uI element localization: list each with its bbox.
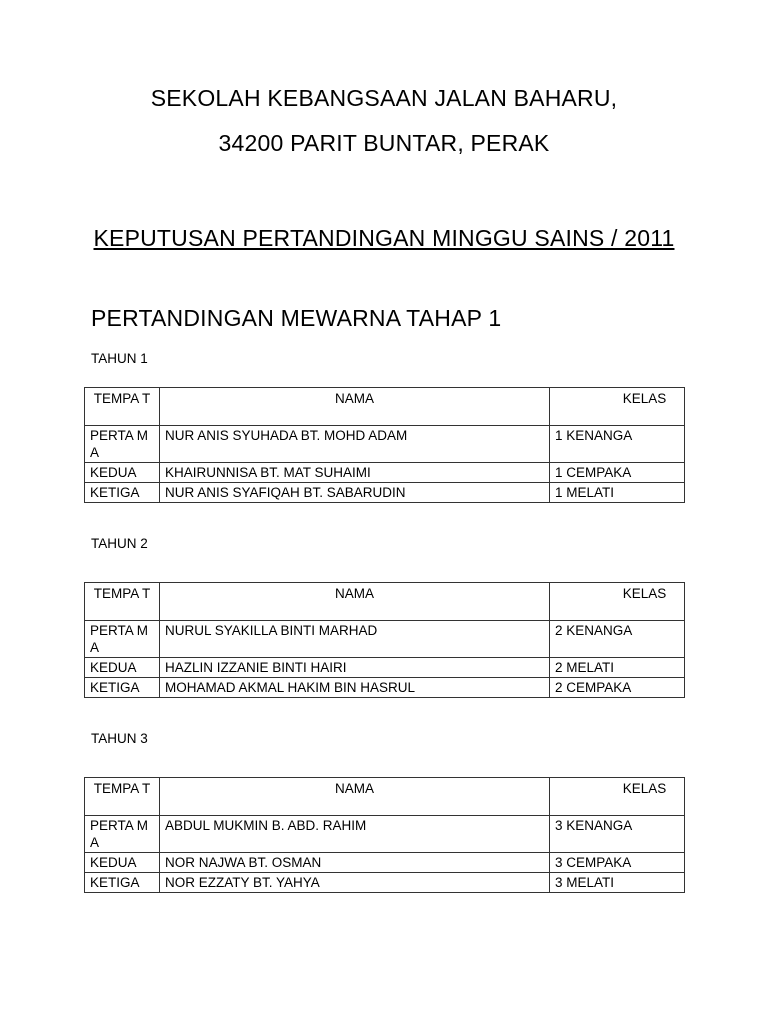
table-header-row <box>85 778 685 816</box>
name-cell: NUR ANIS SYUHADA BT. MOHD ADAM <box>160 426 550 463</box>
name-cell: NOR EZZATY BT. YAHYA <box>160 873 550 893</box>
name-cell: NOR NAJWA BT. OSMAN <box>160 853 550 873</box>
table-header-row <box>85 388 685 426</box>
column-header-class: KELAS <box>550 778 685 816</box>
column-header-name: NAMA <box>160 778 550 816</box>
year-label-tahun-1: TAHUN 1 <box>91 351 148 366</box>
school-address: 34200 PARIT BUNTAR, PERAK <box>218 130 550 156</box>
place-cell: PERTA MA <box>85 621 160 658</box>
column-header-class: KELAS <box>550 583 685 621</box>
column-header-class: KELAS <box>550 388 685 426</box>
table-row <box>85 426 685 463</box>
results-table-tahun-3 <box>84 777 685 893</box>
table-row <box>85 621 685 658</box>
name-cell: KHAIRUNNISA BT. MAT SUHAIMI <box>160 463 550 483</box>
results-table-tahun-2 <box>84 582 685 698</box>
name-cell: NURUL SYAKILLA BINTI MARHAD <box>160 621 550 658</box>
table-row <box>85 873 685 893</box>
class-cell: 3 MELATI <box>550 873 685 893</box>
year-label-tahun-2: TAHUN 2 <box>91 536 148 551</box>
class-cell: 1 MELATI <box>550 483 685 503</box>
class-cell: 1 CEMPAKA <box>550 463 685 483</box>
place-cell: KETIGA <box>85 873 160 893</box>
school-name: SEKOLAH KEBANGSAAN JALAN BAHARU, <box>150 85 618 111</box>
class-cell: 2 KENANGA <box>550 621 685 658</box>
table-row <box>85 658 685 678</box>
class-cell: 3 CEMPAKA <box>550 853 685 873</box>
name-cell: ABDUL MUKMIN B. ABD. RAHIM <box>160 816 550 853</box>
place-cell: KETIGA <box>85 483 160 503</box>
table-row <box>85 816 685 853</box>
section-title: PERTANDINGAN MEWARNA TAHAP 1 <box>91 305 502 331</box>
name-cell: NUR ANIS SYAFIQAH BT. SABARUDIN <box>160 483 550 503</box>
column-header-place: TEMPA T <box>85 583 160 621</box>
place-cell: KEDUA <box>85 853 160 873</box>
table-row <box>85 678 685 698</box>
place-cell: PERTA MA <box>85 816 160 853</box>
table-header-row <box>85 583 685 621</box>
results-title: KEPUTUSAN PERTANDINGAN MINGGU SAINS / 2011 <box>93 225 675 251</box>
place-cell: KETIGA <box>85 678 160 698</box>
place-cell: KEDUA <box>85 463 160 483</box>
column-header-place: TEMPA T <box>85 388 160 426</box>
name-cell: MOHAMAD AKMAL HAKIM BIN HASRUL <box>160 678 550 698</box>
results-table-tahun-1 <box>84 387 685 503</box>
name-cell: HAZLIN IZZANIE BINTI HAIRI <box>160 658 550 678</box>
class-cell: 2 MELATI <box>550 658 685 678</box>
table-row <box>85 853 685 873</box>
place-cell: KEDUA <box>85 658 160 678</box>
class-cell: 3 KENANGA <box>550 816 685 853</box>
class-cell: 1 KENANGA <box>550 426 685 463</box>
column-header-name: NAMA <box>160 583 550 621</box>
column-header-place: TEMPA T <box>85 778 160 816</box>
table-row <box>85 463 685 483</box>
column-header-name: NAMA <box>160 388 550 426</box>
year-label-tahun-3: TAHUN 3 <box>91 731 148 746</box>
class-cell: 2 CEMPAKA <box>550 678 685 698</box>
table-row <box>85 483 685 503</box>
place-cell: PERTA MA <box>85 426 160 463</box>
